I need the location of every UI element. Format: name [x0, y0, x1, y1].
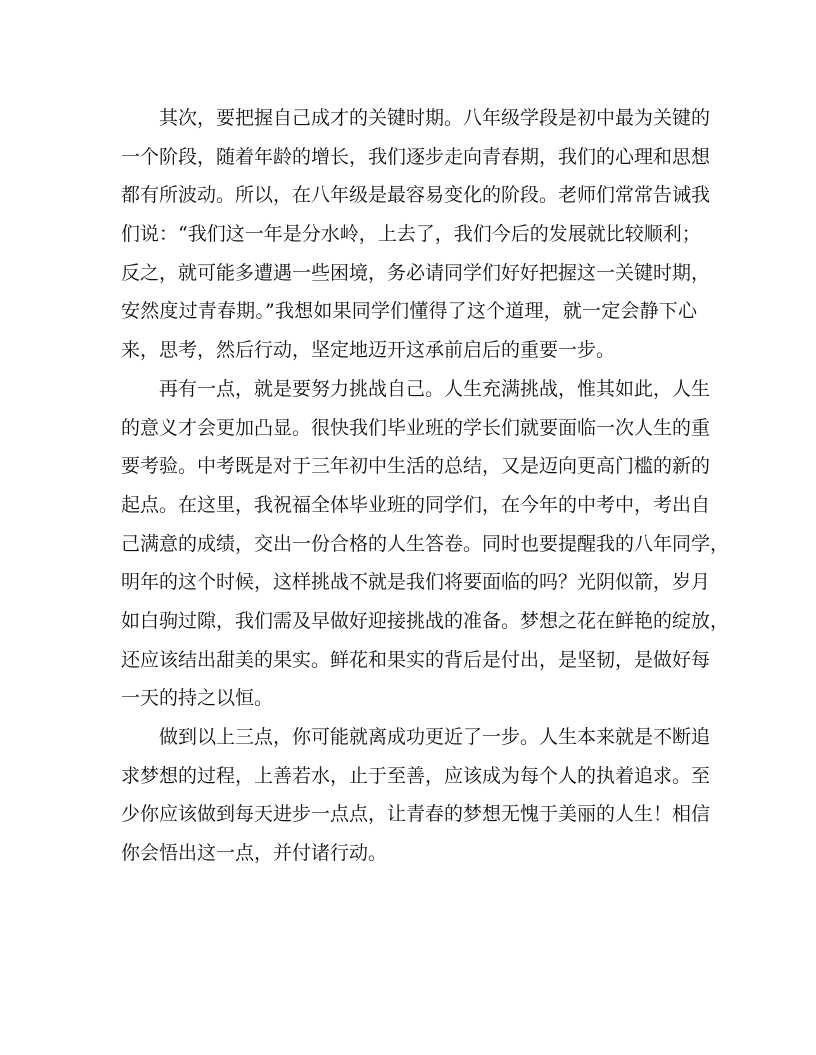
text-line: 如白驹过隙，我们需及早做好迎接挑战的准备。梦想之花在鲜艳的绽放， [121, 609, 730, 632]
text-line: 你会悟出这一点，并付诸行动。 [121, 842, 388, 865]
text-line: 安然度过青春期。”我想如果同学们懂得了这个道理，就一定会静下心 [121, 300, 697, 323]
text-line: 再有一点，就是要努力挑战自己。人生充满挑战，惟其如此，人生 [159, 377, 711, 400]
text-line: 少你应该做到每天进步一点点，让青春的梦想无愧于美丽的人生！相信 [121, 803, 711, 826]
text-line: 来，思考，然后行动，坚定地迈开这承前启后的重要一步。 [121, 339, 616, 362]
text-line: 的意义才会更加凸显。很快我们毕业班的学长们就要面临一次人生的重 [121, 416, 711, 439]
text-line: 都有所波动。所以，在八年级是最容易变化的阶段。老师们常常告诫我 [121, 184, 711, 207]
text-line: 还应该结出甜美的果实。鲜花和果实的背后是付出，是坚韧，是做好每 [121, 648, 711, 671]
text-line: 其次，要把握自己成才的关键时期。八年级学段是初中最为关键的 [159, 107, 711, 129]
text-line: 己满意的成绩，交出一份合格的人生答卷。同时也要提醒我的八年同学， [121, 532, 730, 555]
body-text [121, 99, 730, 873]
text-line: 要考验。中考既是对于三年初中生活的总结，又是迈向更高门槛的新的 [121, 455, 711, 478]
text-line: 一天的持之以恒。 [121, 687, 274, 710]
text-line: 一个阶段，随着年龄的增长，我们逐步走向青春期，我们的心理和思想 [121, 145, 711, 168]
text-line: 们说：“我们这一年是分水岭，上去了，我们今后的发展就比较顺利； [121, 223, 701, 246]
text-line: 明年的这个时候，这样挑战不就是我们将要面临的吗？光阴似箭，岁月 [121, 571, 711, 594]
text-line: 求梦想的过程，上善若水，止于至善，应该成为每个人的执着追求。至 [121, 764, 711, 787]
text-line: 起点。在这里，我祝福全体毕业班的同学们，在今年的中考中，考出自 [121, 493, 711, 516]
text-line: 做到以上三点，你可能就离成功更近了一步。人生本来就是不断追 [159, 726, 711, 748]
text-line: 反之，就可能多遭遇一些困境，务必请同学们好好把握这一关键时期， [121, 261, 711, 284]
paragraph-3 [121, 718, 711, 873]
paragraph-1 [121, 99, 711, 370]
paragraph-2 [121, 370, 730, 718]
